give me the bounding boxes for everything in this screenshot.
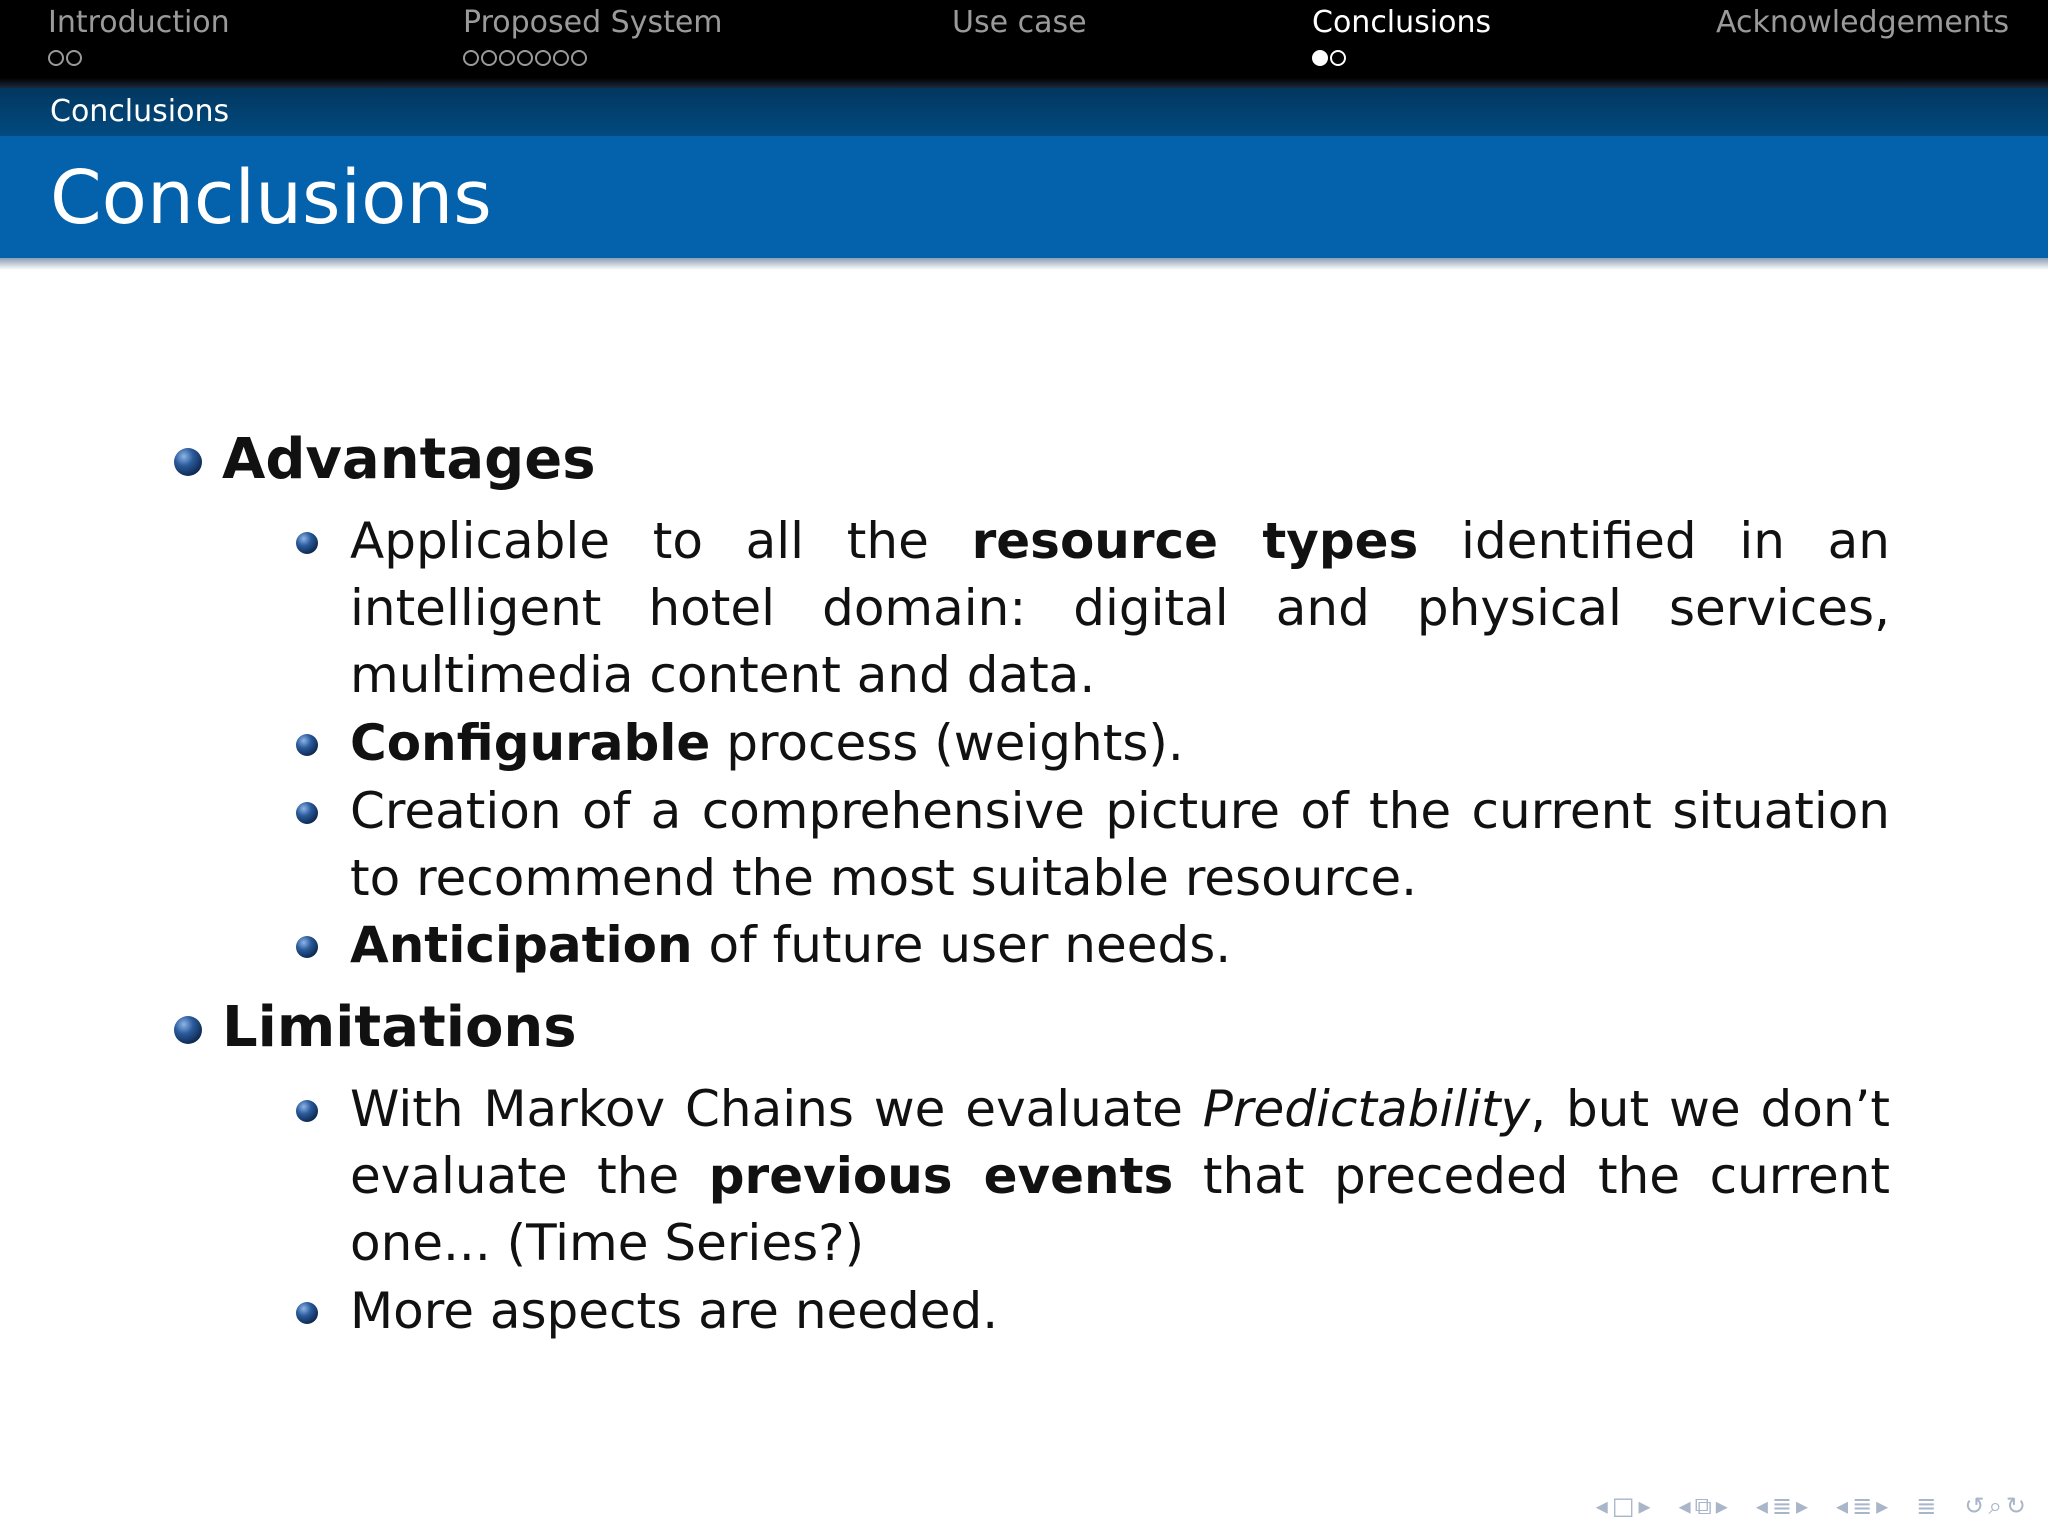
frame-dot[interactable] [553,50,569,66]
item-text-italic: Predictability [1202,1080,1531,1138]
frame-dot[interactable] [481,50,497,66]
nav-section-label: Use case [952,5,1087,40]
section-nav-group [1756,1491,1808,1521]
item-text: With Markov Chains we evaluate [350,1080,1203,1138]
frame-dot[interactable] [571,50,587,66]
bullet-icon [296,936,318,958]
item-text: Applicable to all the [350,512,972,570]
subsection-next-icon[interactable]: ▸ [1715,1492,1728,1520]
nav-section-acknowledgements[interactable] [1716,6,2009,40]
toc-nav-group [1916,1491,1936,1521]
nav-frame-dots [463,48,723,68]
list-item-markov-chains [350,1076,1890,1277]
list-item-comprehensive-picture [350,778,1890,912]
bullet-icon [296,532,318,554]
frame-dot-current[interactable] [1312,50,1328,66]
frame-dot[interactable] [66,50,82,66]
frame-dot[interactable] [1330,50,1346,66]
nav-frame-dots [1312,48,1491,68]
nav-frame-dots [48,48,230,68]
bullet-icon [296,1100,318,1122]
subsection-icon[interactable]: ⧉ [1694,1492,1712,1520]
nav-section-label: Acknowledgements [1716,5,2010,40]
history-nav-group [1964,1491,2026,1521]
item-text: More aspects are needed. [350,1282,999,1340]
item-text-bold: resource types [971,512,1419,570]
list-item-resource-types [350,508,1890,709]
document-prev-icon[interactable]: ◂ [1836,1492,1849,1520]
list-item-more-aspects [350,1278,1890,1345]
bullet-icon [296,1302,318,1324]
nav-section-label: Conclusions [1312,5,1492,40]
nav-section-introduction[interactable] [48,6,230,68]
frame-dot[interactable] [463,50,479,66]
item-text: of future user needs. [692,916,1232,974]
frame-title: Conclusions [50,155,492,241]
item-text: process (weights). [710,714,1184,772]
document-nav-group [1836,1491,1888,1521]
item-text-bold: previous events [708,1147,1174,1205]
document-next-icon[interactable]: ▸ [1876,1492,1889,1520]
limitations-heading: Limitations [222,995,577,1060]
bullet-icon [174,448,202,476]
nav-section-label: Introduction [48,5,230,40]
frame-prev-icon[interactable]: ◂ [1595,1492,1608,1520]
frame-title-bar [0,136,2048,258]
subsection-label[interactable]: Conclusions [50,94,230,129]
nav-section-use-case[interactable] [952,6,1087,40]
nav-section-label: Proposed System [463,5,723,40]
subsection-nav-group [1679,1491,1728,1521]
section-next-icon[interactable]: ▸ [1795,1492,1809,1520]
list-item-advantages [222,428,596,492]
frame-nav-group [1596,1491,1651,1521]
nav-section-proposed-system[interactable] [463,6,723,68]
frame-dot[interactable] [535,50,551,66]
back-icon[interactable]: ↺ [1964,1492,1985,1520]
item-text: , but we don’t evaluate the [350,1080,1891,1205]
item-text-bold: Anticipation [350,916,693,974]
subsection-prev-icon[interactable]: ◂ [1678,1492,1691,1520]
frame-dot[interactable] [517,50,533,66]
forward-icon[interactable]: ↻ [2005,1492,2026,1520]
item-text: identified in an intelligent hotel domain: digital and physical services, multimedia content and data. [350,512,1890,704]
list-item-configurable [350,710,1890,777]
section-prev-icon[interactable]: ◂ [1755,1492,1768,1520]
frame-dot[interactable] [499,50,515,66]
search-icon[interactable]: ⌕ [1988,1492,2002,1520]
bullet-icon [174,1016,202,1044]
frame-next-icon[interactable]: ▸ [1638,1492,1651,1520]
subsection-bar [0,88,2048,136]
table-of-contents-icon[interactable]: ≣ [1916,1492,1937,1520]
section-icon[interactable]: ≣ [1771,1492,1792,1520]
advantages-heading: Advantages [222,427,596,492]
navigation-symbols [1574,1488,2026,1524]
list-item-anticipation [350,912,1890,979]
frame-icon[interactable]: □ [1611,1492,1635,1520]
document-icon[interactable]: ≣ [1852,1492,1873,1520]
item-text: Creation of a comprehensive picture of the current situation to recommend the most suitable resource. [350,782,1890,907]
bullet-icon [296,734,318,756]
bullet-icon [296,802,318,824]
section-navigation [0,0,2048,88]
item-text: that preceded the current one... (Time Series?) [350,1147,1890,1272]
nav-section-conclusions[interactable] [1312,6,1491,68]
frame-dot[interactable] [48,50,64,66]
item-text-bold: Configurable [350,714,711,772]
list-item-limitations [222,996,577,1060]
